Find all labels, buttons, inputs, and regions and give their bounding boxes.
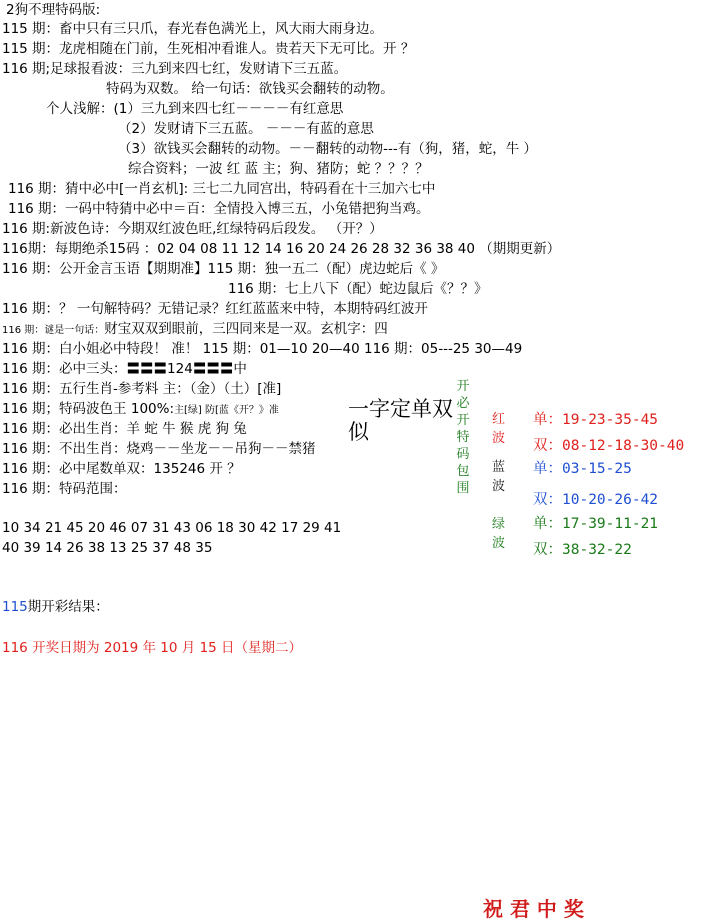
text-line: 116 期：白小姐必中特段！ 准！ 115 期：01—10 20—40 116 期：05---25 30—49 [2, 341, 523, 357]
red-even-row: 双：08-12-18-30-40 [533, 438, 685, 454]
blue-wave-label: 蓝波 [492, 460, 506, 494]
draw-date-text: 开奖日期为 2019 年 10 月 15 日（星期二） [32, 640, 303, 656]
text-line: 116 期：五行生肖-参考料 主：（金）（土）[准] [2, 381, 282, 397]
red-wave-label: 红波 [492, 412, 506, 446]
blue-odd-row: 单：03-15-25 [533, 461, 632, 477]
text-line: 116 期：特码范围： [2, 481, 127, 497]
text-line: 116 期：必中三头：〓〓〓124〓〓〓中 [2, 361, 247, 377]
text-line: 115 期：畜中只有三只爪，春光春色满光上，风大雨大雨身边。 [2, 21, 384, 37]
wave-king-line [2, 399, 279, 419]
text-line: 116 期：公开金言玉语【期期准】115 期：独一五二（配）虎边蛇后《 》 [2, 261, 445, 277]
red-odd-row: 单：19-23-35-45 [533, 412, 659, 428]
number-row: 40 39 14 26 38 13 25 37 48 35 [2, 540, 213, 556]
draw-date-line [2, 638, 302, 658]
blue-even-row: 双：10-20-26-42 [533, 492, 659, 508]
text-line: 115 期：龙虎相随在门前，生死相冲看谁人。贵若天下无可比。开 ？ [2, 41, 415, 57]
wave-king-prefix: 116 期；特码波色王 100%: [2, 401, 174, 417]
text-line: 综合资料；一波 红 蓝 主；狗、猪防；蛇 ？？？？ [128, 161, 429, 177]
text-line: （2）发财请下三五蓝。 －－－有蓝的意思 [118, 121, 374, 137]
text-line: 116 期;足球报看波：三九到来四七红，发财请下三五蓝。 [2, 61, 348, 77]
text-line: 特码为双数。 给一句话：欲钱买会翻转的动物。 [106, 81, 394, 97]
headline-phrase: 一字定单双似 [348, 397, 453, 444]
text-line: 116 期：？ 一句解特码？无错记录？红红蓝蓝来中特，本期特码红波开 [2, 301, 428, 317]
riddle-line [2, 319, 388, 339]
text-line: 116 期:新波色诗：今期双红波色旺,红绿特码后段发。 （开？） [2, 221, 383, 237]
result-text: 期开彩结果： [27, 599, 109, 615]
riddle-prefix: 116 期： [2, 325, 45, 336]
riddle-text: 财宝双双到眼前，三四同来是一双。玄机字：四 [104, 321, 388, 337]
text-line: 116 期：一码中特猜中必中＝百：全情投入博三五，小兔错把狗当鸡。 [8, 201, 430, 217]
text-line: 116 期：不出生肖：烧鸡－－坐龙－－吊狗－－禁猪 [2, 441, 316, 457]
text-line: 116 期：七上八下（配）蛇边鼠后《？？》 [228, 281, 488, 297]
draw-date-issue: 116 [2, 640, 28, 656]
vertical-label: 开必开特码包围 [456, 379, 470, 496]
number-row: 10 34 21 45 20 46 07 31 43 06 18 30 42 17 29 41 [2, 520, 342, 536]
blessing: 祝 君 中 奖 [483, 897, 584, 921]
riddle-label: 谜是一句话： [44, 325, 105, 336]
wave-king-note: 主[绿] 防[蓝《开？》准 [174, 405, 279, 416]
page-title: 2狗不理特码版: [6, 2, 101, 18]
text-line: 116期：每期绝杀15码 ：02 04 08 11 12 14 16 20 24 26 28 32 36 38 40 （期期更新） [2, 241, 561, 257]
result-issue: 115 [2, 599, 28, 615]
text-line: （3）欲钱买会翻转的动物。－－翻转的动物---有（狗，猪，蛇，牛 ） [118, 141, 537, 157]
text-line: 个人浅解：(1）三九到来四七红－－－－有红意思 [46, 101, 344, 117]
text-line: 116 期：必出生肖：羊 蛇 牛 猴 虎 狗 兔 [2, 421, 247, 437]
green-even-row: 双：38-32-22 [533, 542, 632, 558]
result-line [2, 597, 109, 617]
green-wave-label: 绿波 [492, 517, 506, 551]
green-odd-row: 单：17-39-11-21 [533, 516, 659, 532]
text-line: 116 期：必中尾数单双：135246 开 ？ [2, 461, 241, 477]
text-line: 116 期：猜中必中[一肖玄机]: 三七二九同宫出，特码看在十三加六七中 [8, 181, 436, 197]
